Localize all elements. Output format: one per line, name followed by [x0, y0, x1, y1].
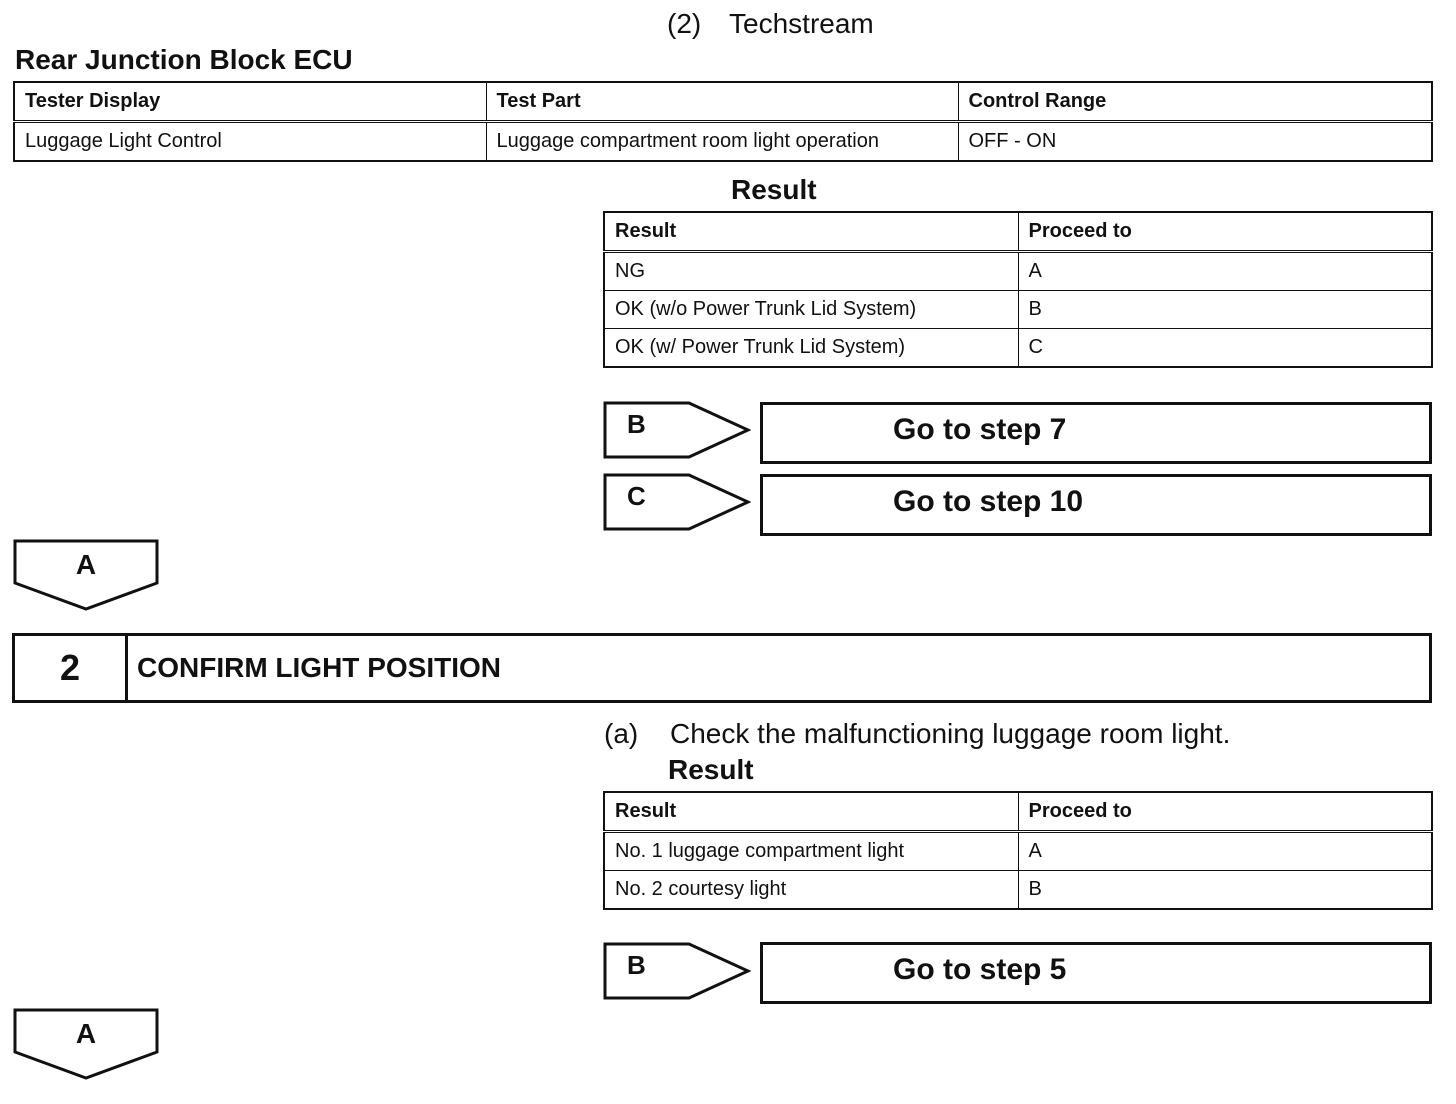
- result-table-2: [603, 791, 1433, 910]
- table-header-row: [604, 212, 1432, 252]
- step-number: 2: [15, 636, 128, 700]
- goto-step-7-box[interactable]: [760, 402, 1432, 464]
- goto-text: Go to step 7: [893, 413, 1067, 446]
- down-arrow-a-1: [13, 539, 159, 611]
- header-cell: Result: [604, 792, 1018, 832]
- result-title-2: Result: [668, 754, 754, 785]
- header-cell: Test Part: [486, 82, 958, 122]
- table-cell: NG: [604, 252, 1018, 291]
- branch-c-arrow: [603, 473, 751, 531]
- instruction-marker: (a): [604, 718, 639, 749]
- instruction-text: Check the malfunctioning luggage room light.: [670, 718, 1231, 749]
- section-heading: [667, 8, 874, 40]
- table-cell: B: [1018, 871, 1432, 910]
- branch-label: A: [75, 549, 97, 580]
- header-cell: Control Range: [958, 82, 1432, 122]
- table-cell: C: [1018, 329, 1432, 368]
- result-table-1: [603, 211, 1433, 368]
- instruction: [604, 718, 1230, 750]
- section-title: Techstream: [729, 8, 874, 39]
- table-cell: No. 1 luggage compartment light: [604, 832, 1018, 871]
- header-cell: Tester Display: [14, 82, 486, 122]
- branch-label: B: [627, 950, 646, 980]
- table-cell: B: [1018, 291, 1432, 329]
- section-marker: (2): [667, 8, 702, 39]
- step-title: CONFIRM LIGHT POSITION: [137, 652, 501, 683]
- table-cell: No. 2 courtesy light: [604, 871, 1018, 910]
- table-cell: OFF - ON: [958, 122, 1432, 162]
- goto-text: Go to step 5: [893, 953, 1067, 986]
- table-cell: Luggage compartment room light operation: [486, 122, 958, 162]
- table-row: [604, 252, 1432, 291]
- branch-label: C: [627, 481, 646, 511]
- header-cell: Proceed to: [1018, 212, 1432, 252]
- right-arrow-icon: [603, 401, 751, 459]
- table-header-row: [14, 82, 1432, 122]
- branch-b-arrow-2: [603, 942, 751, 1000]
- branch-label: A: [75, 1018, 97, 1049]
- goto-step-5-box[interactable]: [760, 942, 1432, 1004]
- table-row: [604, 291, 1432, 329]
- table-header-row: [604, 792, 1432, 832]
- branch-b-arrow: [603, 401, 751, 459]
- table-row: [604, 832, 1432, 871]
- right-arrow-icon: [603, 942, 751, 1000]
- step-header: [12, 633, 1432, 703]
- right-arrow-icon: [603, 473, 751, 531]
- goto-step-10-box[interactable]: [760, 474, 1432, 536]
- header-cell: Proceed to: [1018, 792, 1432, 832]
- goto-text: Go to step 10: [893, 485, 1084, 518]
- table-row: [604, 871, 1432, 910]
- table-cell: OK (w/ Power Trunk Lid System): [604, 329, 1018, 368]
- table-cell: Luggage Light Control: [14, 122, 486, 162]
- table-cell: A: [1018, 252, 1432, 291]
- header-cell: Result: [604, 212, 1018, 252]
- table-cell: A: [1018, 832, 1432, 871]
- ecu-title: Rear Junction Block ECU: [15, 44, 353, 75]
- down-arrow-a-2: [13, 1008, 159, 1080]
- branch-label: B: [627, 409, 646, 439]
- result-title-1: Result: [731, 174, 817, 205]
- table-row: [14, 122, 1432, 162]
- table-cell: OK (w/o Power Trunk Lid System): [604, 291, 1018, 329]
- table-row: [604, 329, 1432, 368]
- active-test-table: [13, 81, 1433, 162]
